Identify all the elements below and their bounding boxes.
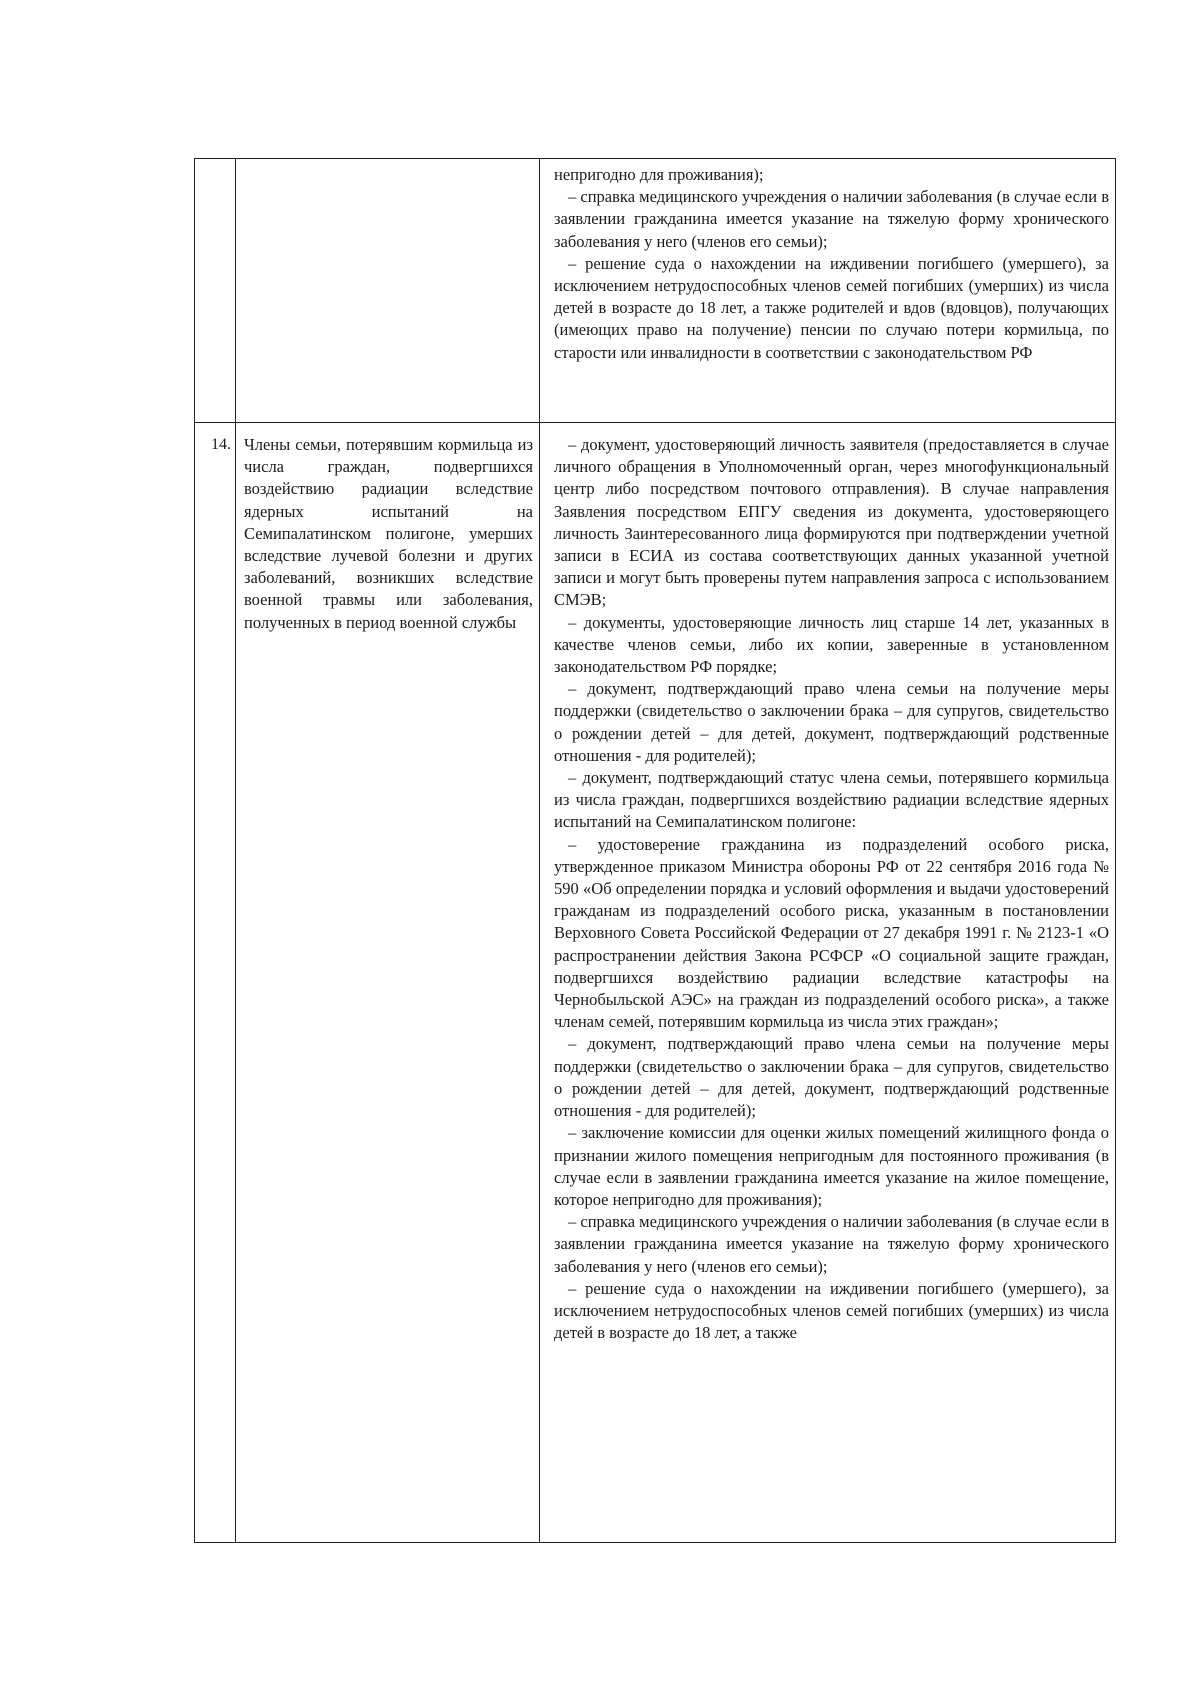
document-item: – документ, подтверждающий статус члена семьи, потерявшего кормильца из числа граждан, подвергшихся воздействию радиации вследствие ядерных испытаний на Семипалатинском полигоне:: [554, 768, 1109, 832]
row-number-cell: [195, 422, 236, 1542]
category-cell: [236, 159, 540, 422]
document-text: непригодно для проживания);: [554, 165, 764, 184]
row-number: [195, 159, 235, 171]
document-table: [194, 158, 1116, 1543]
document-item: – справка медицинского учреждения о наличии заболевания (в случае если в заявлении гражданина имеется указание на тяжелую форму хронического заболевания у него (членов его семьи);: [554, 1212, 1109, 1276]
document-item: – документ, подтверждающий право члена семьи на получение меры поддержки (свидетельство о заключении брака – для супругов, свидетельство о рождении детей – для детей, документ, подтверждающий родственные отношения - для родителей);: [554, 679, 1109, 765]
document-item: – заключение комиссии для оценки жилых помещений жилищного фонда о признании жилого помещения непригодным для постоянного проживания (в случае если в заявлении гражданина имеется указание на жилое помещение, которое непригодно для проживания);: [554, 1123, 1109, 1209]
document-item: – документы, удостоверяющие личность лиц старше 14 лет, указанных в качестве членов семьи, либо их копии, заверенные в установленном законодательством РФ порядке;: [554, 612, 1109, 677]
document-item: – документ, подтверждающий право члена семьи на получение меры поддержки (свидетельство о заключении брака – для супругов, свидетельство о рождении детей – для детей, документ, подтверждающий родственные отношения - для родителей);: [554, 1034, 1109, 1121]
documents-cell: [540, 159, 1115, 422]
document-item: – решение суда о нахождении на иждивении погибшего (умершего), за исключением нетрудоспособных членов семей погибших (умерших) из числа детей в возрасте до 18 лет, а также: [554, 1278, 1109, 1343]
documents-list: [540, 159, 1115, 364]
documents-list: [540, 422, 1115, 1344]
category-name: [236, 159, 539, 171]
document-item: – документ, удостоверяющий личность заявителя (предоставляется в случае личного обращения в Уполномоченный орган, через многофункциональный центр либо посредством почтового отправления). В случае направления Заявления посредством ЕПГУ сведения из документа, удостоверяющего личность Заинтересованного лица формируются при подтверждении учетной записи в ЕСИА из состава соответствующих данных указанной учетной записи и могут быть проверены путем направления запроса с использованием СМЭВ;: [554, 435, 1109, 610]
table-row: [195, 159, 1115, 423]
category-name: Члены семьи, потерявшим кормильца из числа граждан, подвергшихся воздействию радиации вследствие ядерных испытаний на Семипалатинском полигоне, умерших вследствие лучевой болезни и других заболеваний, возникших вследствие военной травмы или заболевания, полученных в период военной службы: [244, 435, 533, 632]
document-item: – справка медицинского учреждения о наличии заболевания (в случае если в заявлении гражданина имеется указание на тяжелую форму хронического заболевания у него (членов его семьи);: [554, 187, 1109, 251]
category-cell: [236, 422, 540, 1542]
document-item: – удостоверение гражданина из подразделений особого риска, утвержденное приказом Министра обороны РФ от 22 сентября 2016 года № 590 «Об определении порядка и условий оформления и выдачи удостоверений гражданам из подразделений особого риска, указанным в постановлении Верховного Совета Российской Федерации от 27 декабря 1991 г. № 2123-1 «О распространении действия Закона РСФСР «О социальной защите граждан, подвергшихся воздействию радиации вследствие катастрофы на Чернобыльской АЭС» на граждан из подразделений особого риска», а также членам семей, потерявшим кормильца из числа этих граждан»;: [554, 834, 1109, 1032]
row-number-cell: [195, 159, 236, 422]
row-number: 14.: [211, 436, 231, 453]
table-row: [195, 422, 1115, 1542]
document-item: – решение суда о нахождении на иждивении погибшего (умершего), за исключением нетрудоспособных членов семей погибших (умерших) из числа детей в возрасте до 18 лет, а также родителей и вдов (вдовцов), получающих (имеющих право на получение) пенсии по случаю потери кормильца, по старости или инвалидности в соответствии с законодательством РФ: [554, 253, 1109, 362]
documents-cell: [540, 422, 1115, 1542]
